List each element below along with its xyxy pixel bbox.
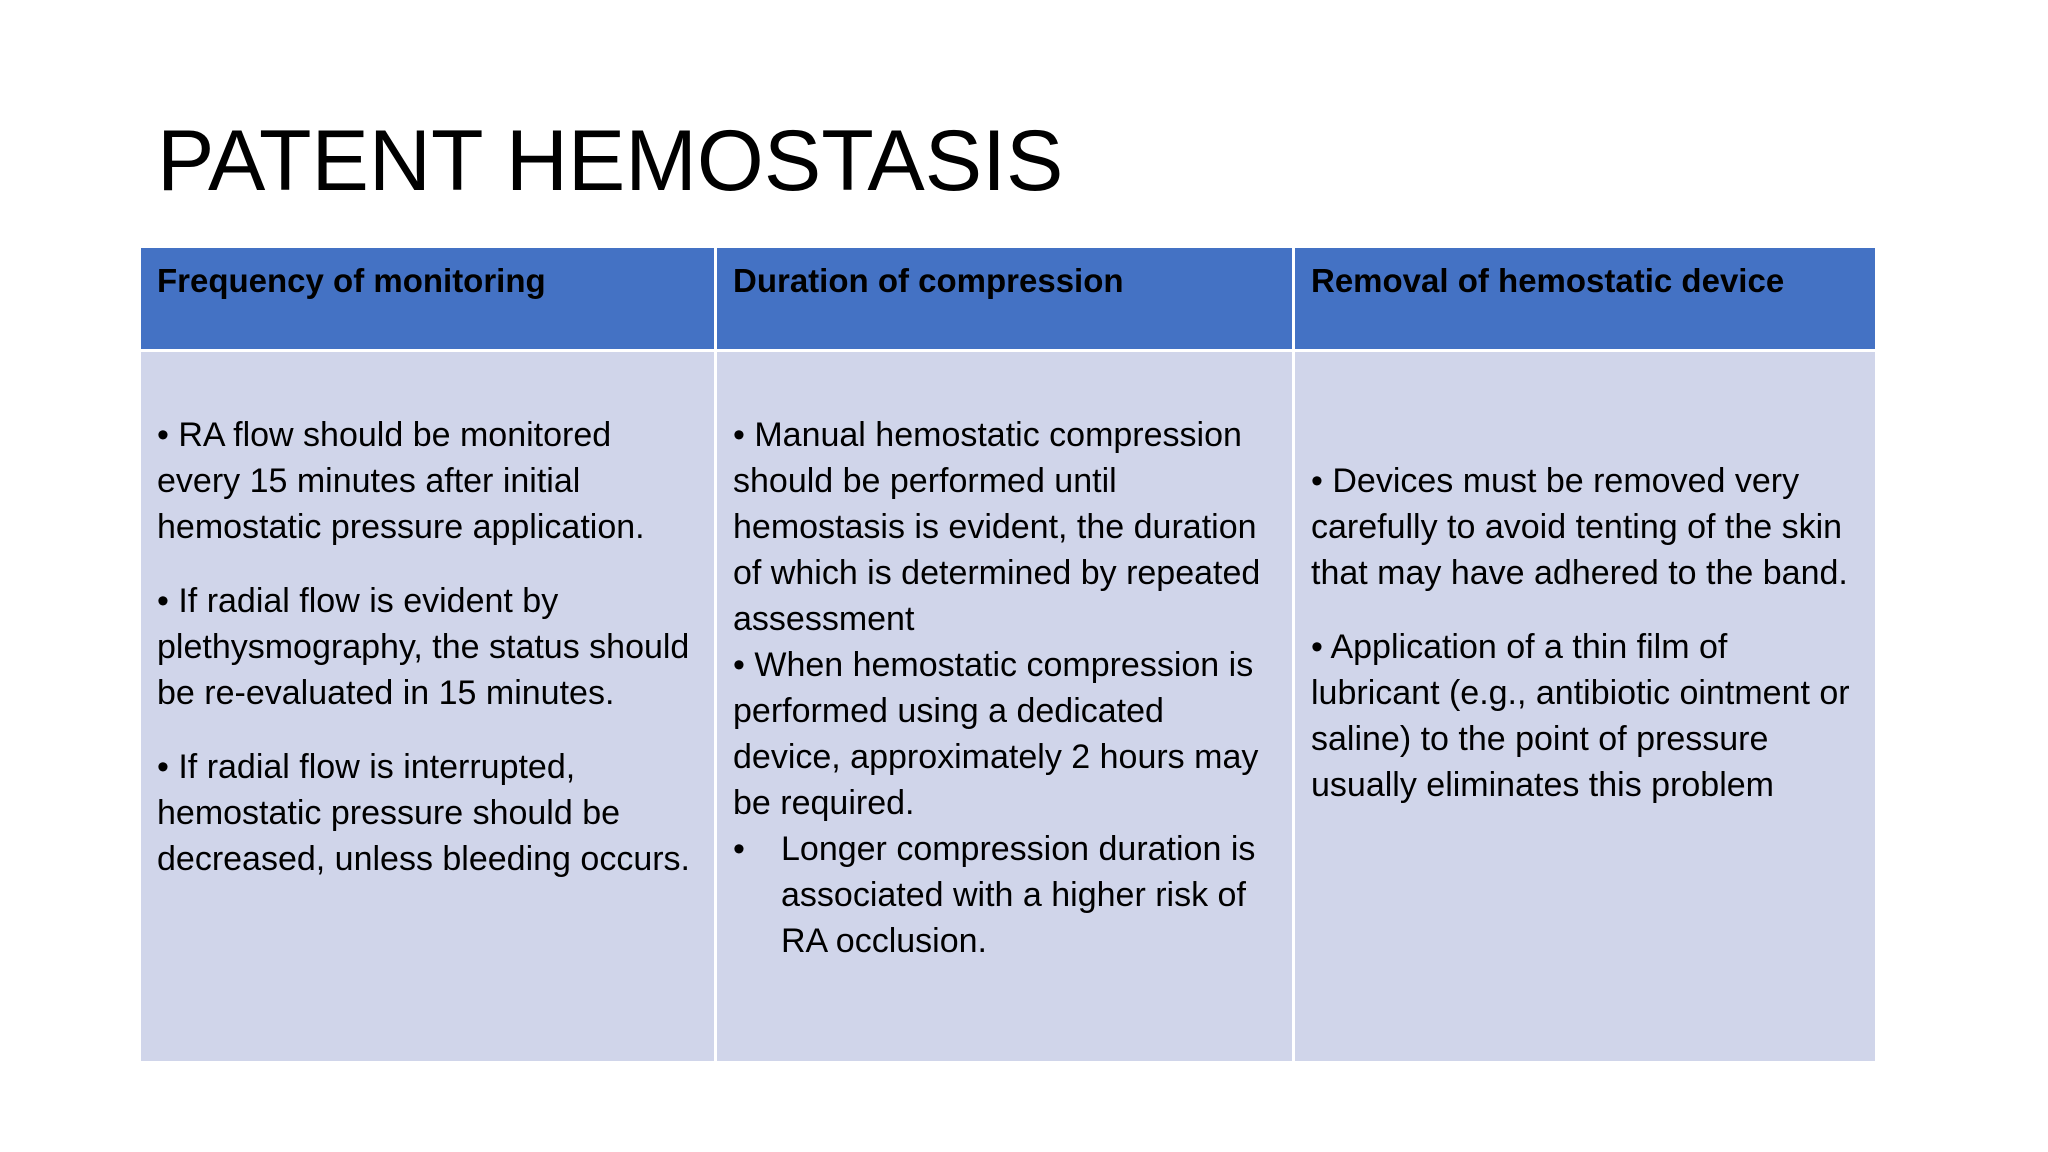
removal-bullet-1: • Devices must be removed very carefully to avoid tenting of the skin that may have adhered to the band. <box>1311 462 1848 592</box>
compression-bullet-1: • Manual hemostatic compression should be performed until hemostasis is evident, the duration of which is determined by repeated assessment <box>733 416 1261 638</box>
removal-bullet-2: • Application of a thin film of lubricant (e.g., antibiotic ointment or saline) to the point of pressure usually eliminates this problem <box>1311 628 1850 804</box>
cell-frequency-of-monitoring <box>141 352 717 1061</box>
header-duration-of-compression: Duration of compression <box>717 248 1295 352</box>
cell-duration-of-compression <box>717 352 1295 1061</box>
monitoring-bullet-2: • If radial flow is evident by plethysmography, the status should be re-evaluated in 15 minutes. <box>157 582 690 712</box>
header-removal-of-hemostatic-device: Removal of hemostatic device <box>1295 248 1875 352</box>
slide-title: PATENT HEMOSTASIS <box>157 113 1064 209</box>
hemostasis-table <box>141 248 1875 1061</box>
compression-bullet-2: • When hemostatic compression is performed using a dedicated device, approximately 2 hours may be required. <box>733 646 1259 822</box>
monitoring-bullet-3: • If radial flow is interrupted, hemostatic pressure should be decreased, unless bleeding occurs. <box>157 748 690 878</box>
compression-bullet-3 <box>733 826 1278 964</box>
bullet-mark: • <box>733 830 745 868</box>
header-frequency-of-monitoring: Frequency of monitoring <box>141 248 717 352</box>
cell-removal-of-hemostatic-device <box>1295 352 1875 1061</box>
monitoring-bullet-1: • RA flow should be monitored every 15 minutes after initial hemostatic pressure application. <box>157 416 645 546</box>
compression-bullet-3-text: Longer compression duration is associated with a higher risk of RA occlusion. <box>781 830 1256 960</box>
